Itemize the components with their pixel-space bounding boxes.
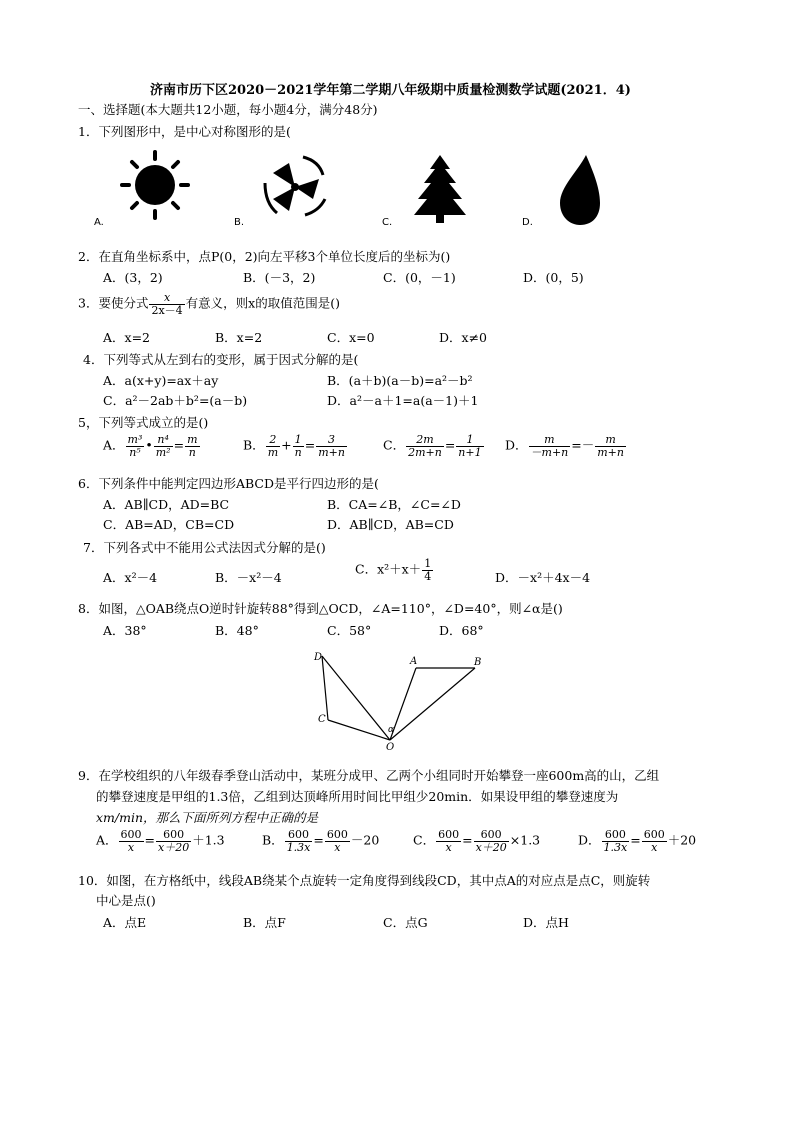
q6-option-b: B．CA=∠B，∠C=∠D — [327, 497, 461, 512]
q2-option-a: A．(3，2) — [103, 270, 163, 285]
q8-option-b: B．48° — [215, 623, 259, 638]
q4-option-a: A．a(x+y)=ax＋ay — [103, 373, 219, 388]
pinwheel-icon — [265, 157, 325, 215]
tree-icon — [414, 155, 466, 223]
q3-option-d: D．x≠0 — [439, 330, 487, 345]
q7-option-b: B．－x²－4 — [215, 570, 282, 585]
q10-option-d: D．点H — [523, 915, 569, 930]
q3-option-b: B．x=2 — [215, 330, 263, 345]
q2-option-b: B．(－3，2) — [243, 270, 316, 285]
drop-icon — [560, 155, 600, 225]
q4-option-b: B．(a＋b)(a－b)=a²－b² — [327, 373, 473, 388]
q10-option-c: C．点G — [383, 915, 428, 930]
question-1-stem: 1．下列图形中，是中心对称图形的是( — [78, 124, 291, 139]
q6-option-c: C．AB=AD，CB=CD — [103, 517, 235, 532]
fig-label-o: O — [386, 742, 395, 753]
question-9-line-3: xm/min，那么下面所列方程中正确的是 — [96, 810, 319, 825]
q8-option-c: C．58° — [327, 623, 372, 638]
sun-icon — [122, 152, 188, 218]
q1-option-a: A. — [94, 217, 104, 228]
q8-option-d: D．68° — [439, 623, 484, 638]
fig-label-b: B — [474, 657, 482, 668]
question-3-stem: 3．要使分式 $\frac{x}{2x-4}$ 有意义，则x的取值范围是() — [78, 291, 340, 317]
q6-option-a: A．AB∥CD，AD=BC — [103, 497, 230, 512]
q5-option-b: B． $\frac{2}{m}$ + $\frac{1}{n}$ = $\frac{3}{m+n}$ — [243, 433, 345, 459]
question-10-line-1: 10．如图，在方格纸中，线段AB绕某个点旋转一定角度得到线段CD，其中点A的对应点是点C，则旋转 — [78, 873, 651, 888]
fig-label-alpha: α — [388, 725, 395, 735]
fig-label-d: D — [314, 652, 323, 663]
q3-option-c: C．x=0 — [327, 330, 375, 345]
fig-label-c: C — [318, 714, 326, 725]
question-10-line-2: 中心是点() — [96, 893, 156, 908]
q1-option-c: C. — [382, 217, 393, 228]
q8-option-a: A．38° — [103, 623, 147, 638]
question-9-line-2: 的攀登速度是甲组的1.3倍，乙组到达顶峰所用时间比甲组少20min．如果设甲组的攀登速度为 — [96, 789, 619, 804]
question-4-stem: 4．下列等式从左到右的变形，属于因式分解的是( — [83, 352, 359, 367]
q7-option-c: C．x²＋x＋ $\frac{1}{4}$ — [355, 557, 432, 583]
q9-option-c: C． $\frac{600}{x}$ = $\frac{600}{x+20}$ ×1.3 — [413, 828, 541, 854]
q4-option-d: D．a²－a＋1=a(a－1)＋1 — [327, 393, 479, 408]
q3-option-a: A．x=2 — [103, 330, 151, 345]
fig-label-a: A — [410, 656, 418, 667]
q5-option-a: A． $\frac{\text{m³}}{\text{n⁵}}$ • $\frac{\text{n⁴}}{\text{m²}}$ = $\frac{m}{n}$ — [103, 433, 198, 459]
q1-option-b: B. — [234, 217, 245, 228]
q1-figures — [90, 150, 650, 235]
q7-option-d: D．－x²＋4x－4 — [495, 570, 591, 585]
q5-option-d: D． $\frac{m}{-m+n}$ =－ $\frac{m}{m+n}$ — [505, 433, 624, 459]
section-heading: 一、选择题(本大题共12小题，每小题4分，满分48分) — [78, 102, 378, 117]
question-5-stem: 5，下列等式成立的是() — [78, 415, 209, 430]
q10-option-a: A．点E — [103, 915, 147, 930]
q2-option-c: C．(0，－1) — [383, 270, 456, 285]
q9-option-b: B． $\frac{600}{1.3x}$ = $\frac{600}{x}$ －20 — [262, 828, 380, 854]
question-8-stem: 8．如图，△OAB绕点O逆时针旋转88°得到△OCD，∠A=110°，∠D=40°，则∠α是() — [78, 601, 563, 616]
q6-option-d: D．AB∥CD，AB=CD — [327, 517, 454, 532]
q5-option-c: C． $\frac{2m}{2m+n}$ = $\frac{1}{n+1}$ — [383, 433, 482, 459]
question-2-stem: 2．在直角坐标系中，点P(0，2)向左平移3个单位长度后的坐标为() — [78, 249, 451, 264]
q8-figure — [310, 648, 500, 753]
q9-option-d: D． $\frac{600}{1.3x}$ = $\frac{600}{x}$ ＋20 — [578, 828, 697, 854]
q2-option-d: D．(0，5) — [523, 270, 584, 285]
question-6-stem: 6．下列条件中能判定四边形ABCD是平行四边形的是( — [78, 476, 379, 491]
q7-option-a: A．x²－4 — [103, 570, 158, 585]
question-7-stem: 7．下列各式中不能用公式法因式分解的是() — [83, 540, 326, 555]
q4-option-c: C．a²－2ab＋b²=(a－b) — [103, 393, 248, 408]
q9-option-a: A． $\frac{600}{x}$ = $\frac{600}{x+20}$ ＋1.3 — [96, 828, 225, 854]
q10-option-b: B．点F — [243, 915, 286, 930]
q1-option-d: D. — [522, 217, 533, 228]
question-9-line-1: 9．在学校组织的八年级春季登山活动中，某班分成甲、乙两个小组同时开始攀登一座600m高的山，乙组 — [78, 768, 660, 783]
page-title: 济南市历下区2020－2021学年第二学期八年级期中质量检测数学试题(2021．4) — [150, 83, 631, 98]
